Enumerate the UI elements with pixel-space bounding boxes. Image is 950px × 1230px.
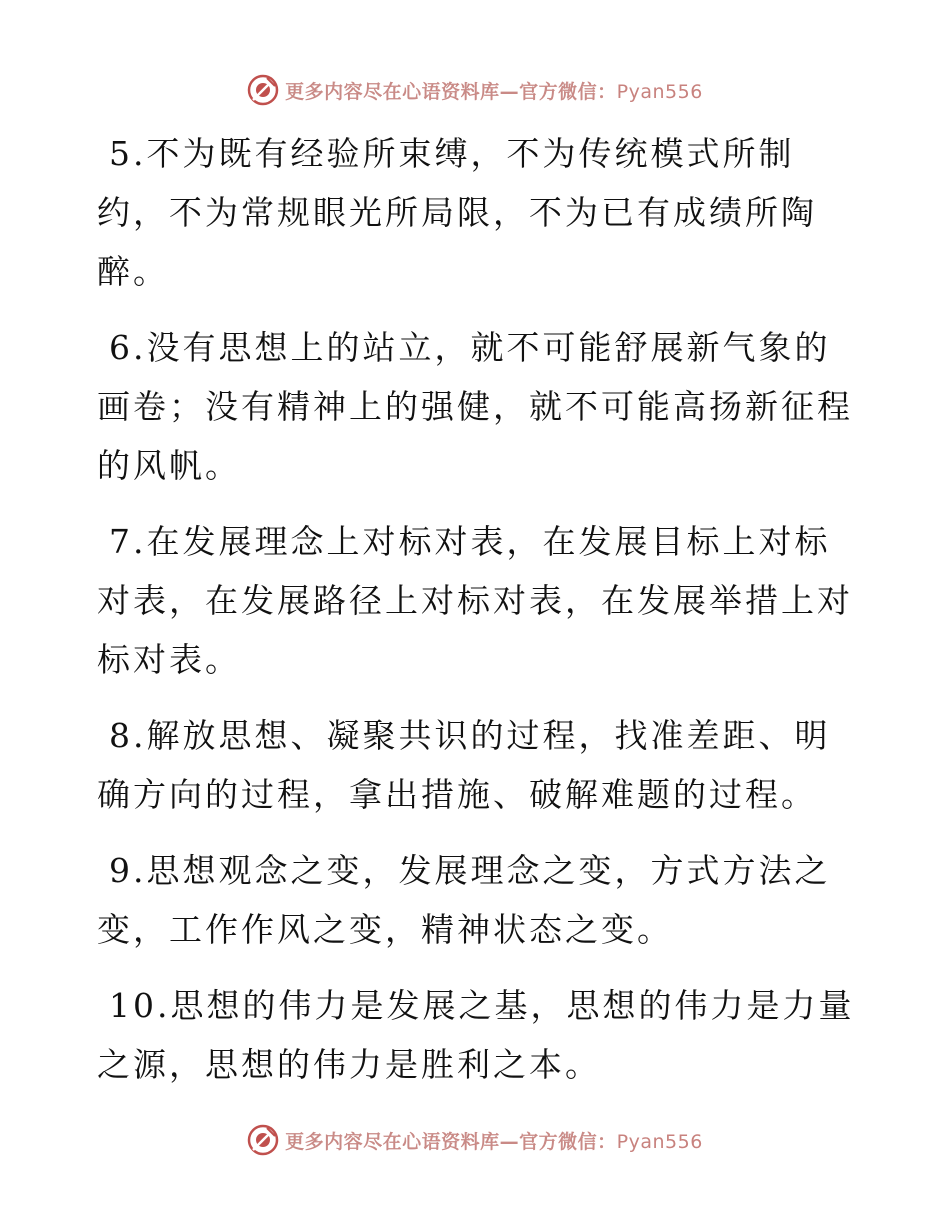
watermark-text: 更多内容尽在心语资料库—官方微信：Pyan556: [285, 1130, 703, 1153]
document-body: [97, 124, 857, 1111]
list-item-10: 10.思想的伟力是发展之基，思想的伟力是力量之源，思想的伟力是胜利之本。: [97, 986, 855, 1084]
header-watermark: [0, 70, 950, 110]
logo-icon: [247, 1124, 279, 1156]
list-item-9: 9.思想观念之变，发展理念之变，方式方法之变，工作作风之变，精神状态之变。: [97, 851, 831, 949]
logo-icon: [247, 74, 279, 106]
watermark-text: 更多内容尽在心语资料库—官方微信：Pyan556: [285, 80, 703, 103]
list-item-7: 7.在发展理念上对标对表，在发展目标上对标对表，在发展路径上对标对表，在发展举措上对标对表。: [97, 522, 853, 679]
footer-watermark: [0, 1120, 950, 1160]
list-item-6: 6.没有思想上的站立，就不可能舒展新气象的画卷；没有精神上的强健，就不可能高扬新征程的风帆。: [97, 328, 853, 485]
list-item-5: 5.不为既有经验所束缚，不为传统模式所制约，不为常规眼光所局限，不为已有成绩所陶醉。: [97, 134, 817, 291]
list-item-8: 8.解放思想、凝聚共识的过程，找准差距、明确方向的过程，拿出措施、破解难题的过程。: [97, 716, 831, 814]
